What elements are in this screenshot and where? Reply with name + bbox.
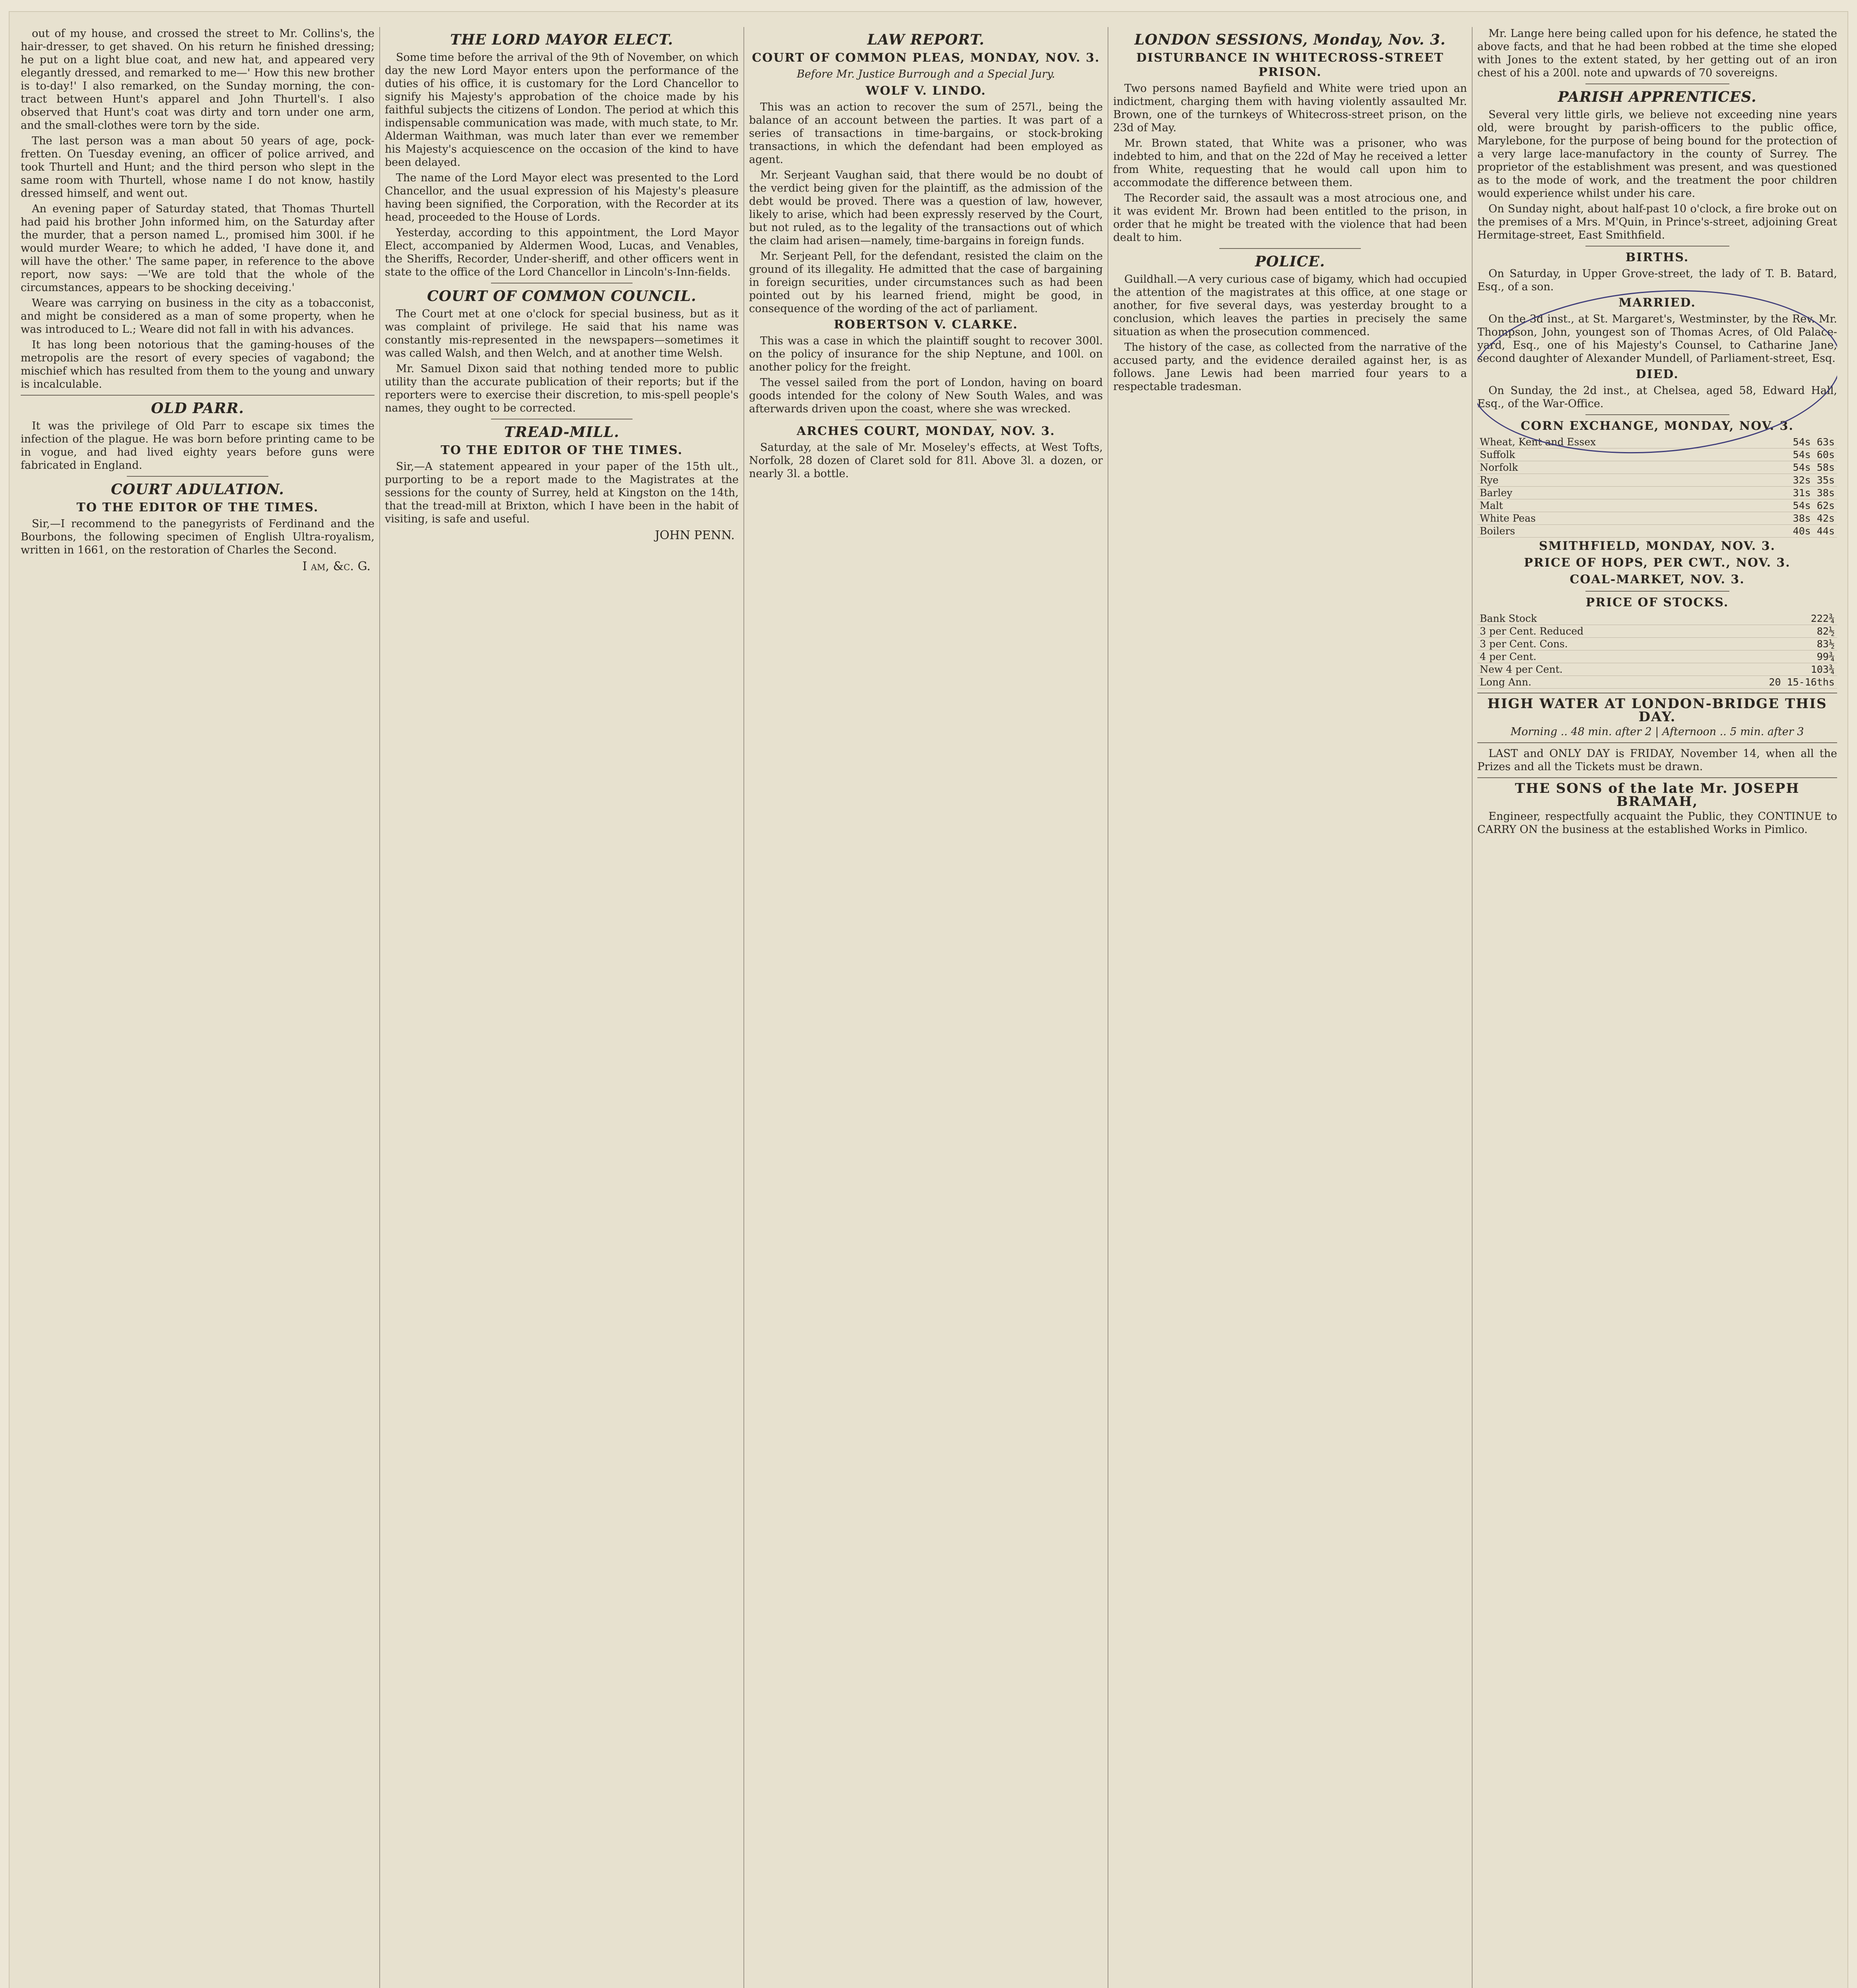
table-cell: 82½ [1695,625,1837,638]
smithfield-heading: SMITHFIELD, MONDAY, NOV. 3. [1539,539,1776,553]
article-paragraph: The vessel sailed from the port of London, having on board goods intended for the colony of New South Wales, and was afterwards driven upon the coast, where she was wrecked. [749,377,1103,415]
died-heading: DIED. [1636,367,1679,381]
section-heading: COURT ADULATION. [111,481,284,498]
column-5 [1477,27,1837,1988]
article-paragraph: Some time before the arrival of the 9th of November, on which day the new Lord Mayor enters upon the performance of the duties of his office, it is customary for the Lord Chancellor to signify his Majesty's approbation of the choice made by his faithful subjects the citizens of London. The period at which this indispensable communication was made, with much state, to Mr. Alderman Waithman, was much later than ever we remember his Majesty's acquiescence on the occasion of the kind to have been delayed. [385,51,739,169]
article-paragraph: Mr. Samuel Dixon said that nothing tended more to public utility than the accurate publication of their reports; but if the reporters were to exercise their discretion, to mis-spell people's names, they ought to be corrected. [385,363,739,414]
table-cell: 222¾ [1695,612,1837,625]
column-1 [21,27,375,1988]
article-paragraph: The last person was a man about 50 years of age, pock-fretten. On Tuesday evening, an officer of police arrived, and took Thurtell and Hunt; and the third person who slept in the same room with Thurtell, whose name I do not know, hastily dressed himself, and went out. [21,135,375,200]
married-notice: On the 3d inst., at St. Margaret's, Westminster, by the Rev. Mr. Thompson, John, youngest son of Thomas Acres, of Old Palace-yard, Esq., one of his Majesty's Counsel, to Catharine Jane, second daughter of Alexander Mundell, of Parliament-street, Esq. [1477,313,1837,365]
table-cell: 103¾ [1695,663,1837,676]
table-cell: New 4 per Cent. [1477,663,1695,676]
corn-exchange-heading: CORN EXCHANGE, MONDAY, NOV. 3. [1521,419,1794,433]
divider [1477,777,1837,778]
table-cell: 40s 44s [1737,525,1837,538]
table-row [1477,487,1837,499]
article-paragraph: This was a case in which the plaintiff sought to recover 300l. on the policy of insurance for the ship Neptune, and 100l. on another policy for the freight. [749,335,1103,373]
table-cell: White Peas [1477,512,1737,525]
letter-heading: TO THE EDITOR OF THE TIMES. [76,501,319,514]
table-cell: Norfolk [1477,461,1737,474]
births-heading: BIRTHS. [1625,250,1689,264]
article-paragraph: Mr. Lange here being called upon for his defence, he stated the above facts, and that he had been robbed at the time she eloped with Jones to the extent stated, by her getting out of an iron chest of his a 200l. note and upwards of 70 sovereigns. [1477,27,1837,79]
divider [855,419,997,420]
table-row [1477,625,1837,638]
article-paragraph: Mr. Brown stated, that White was a prisoner, who was indebted to him, and that on the 22d of May he received a letter from White, requesting that he would call upon him to accommodate the difference between them. [1113,137,1467,189]
column-2 [385,27,739,1988]
article-paragraph: The history of the case, as collected from the narrative of the accused party, and the evidence derailed against her, is as follows. Jane Lewis had been married four years to a respectable tradesman. [1113,341,1467,393]
table-cell: 31s 38s [1737,487,1837,499]
table-cell: 54s 62s [1737,499,1837,512]
case-title: WOLF V. LINDO. [865,84,986,98]
table-row [1477,650,1837,663]
article-paragraph: An evening paper of Saturday stated, that Thomas Thurtell had paid his brother John informed him, on the Saturday after the murder, that a person named L., promised him 300l. if he would murder Weare; to which he added, 'I have done it, and will have the other.' The same paper, in reference to the above report, now says: —'We are told that the whole of the circumstances, appears to be shocking deceiving.' [21,203,375,294]
article-paragraph: It was the privilege of Old Parr to escape six times the infection of the plague. He was born before printing came to be in vogue, and had lived eighty years before guns were fabricated in England. [21,420,375,472]
table-cell: 38s 42s [1737,512,1837,525]
divider [1477,742,1837,743]
tide-heading: HIGH WATER AT LONDON-BRIDGE THIS DAY. [1487,696,1827,725]
stocks-table [1477,612,1837,689]
table-row [1477,676,1837,689]
died-notice: On Sunday, the 2d inst., at Chelsea, aged 58, Edward Hall, Esq., of the War-Office. [1477,384,1837,410]
table-cell: 20 15-16ths [1695,676,1837,689]
coal-heading: COAL-MARKET, NOV. 3. [1570,573,1745,586]
stocks-heading: PRICE OF STOCKS. [1585,596,1729,610]
case-title: ROBERTSON V. CLARKE. [834,318,1018,332]
table-cell: Bank Stock [1477,612,1695,625]
table-row [1477,461,1837,474]
letter-signature: I am, &c. G. [302,559,371,573]
table-cell: 83½ [1695,638,1837,650]
table-cell: Long Ann. [1477,676,1695,689]
table-row [1477,663,1837,676]
table-cell: Suffolk [1477,448,1737,461]
newspaper-page [9,11,1848,1988]
article-paragraph: Saturday, at the sale of Mr. Moseley's effects, at West Tofts, Norfolk, 28 dozen of Claret sold for 81l. Above 3l. a dozen, or nearly 3l. a bottle. [749,441,1103,480]
advert-body: Engineer, respectfully acquaint the Public, they CONTINUE to CARRY ON the business at the established Works in Pimlico. [1477,810,1837,836]
letter-body: Sir,—I recommend to the panegyrists of Ferdinand and the Bourbons, the following specimen of English Ultra-royalism, written in 1661, on the restoration of Charles the Second. [21,518,375,556]
article-paragraph: Yesterday, according to this appointment, the Lord Mayor Elect, accompanied by Aldermen Wood, Lucas, and Venables, the Sheriffs, Recorder, Under-sheriff, and other officers went in state to the office of the Lord Chancellor in Lincoln's-Inn-fields. [385,227,739,278]
table-cell: 99¾ [1695,650,1837,663]
section-heading: OLD PARR. [151,400,244,417]
article-paragraph: Mr. Serjeant Pell, for the defendant, resisted the claim on the ground of its illegality. He admitted that the case of bargaining in foreign securities, under circumstances such as had been pointed out by his learned friend, might be good, in consequence of the wording of the act of parliament. [749,250,1103,315]
article-paragraph: Two persons named Bayfield and White were tried upon an indictment, charging them with having violently assaulted Mr. Brown, one of the turnkeys of Whitecross-street prison, on the 23d of May. [1113,82,1467,134]
column-4 [1113,27,1467,1988]
births-notice: On Saturday, in Upper Grove-street, the lady of T. B. Batard, Esq., of a son. [1477,268,1837,293]
lottery-advert: LAST and ONLY DAY is FRIDAY, November 14, when all the Prizes and all the Tickets must be drawn. [1477,747,1837,773]
divider [21,395,375,396]
hops-heading: PRICE OF HOPS, PER CWT., NOV. 3. [1524,556,1791,570]
court-heading: ARCHES COURT, MONDAY, NOV. 3. [796,424,1056,438]
letter-body: Sir,—A statement appeared in your paper of the 15th ult., purporting to be a report made to the Magistrates at the sessions for the county of Surrey, held at Kingston on the 14th, that the tread-mill at Brixton, which I have been in the habit of visiting, is safe and useful. [385,460,739,525]
table-row [1477,512,1837,525]
article-paragraph: It has long been notorious that the gaming-houses of the metropolis are the resort of every species of vagabond; the mischief which has resulted from them to the young and unwary is incalculable. [21,339,375,390]
table-cell: 54s 58s [1737,461,1837,474]
table-cell: 3 per Cent. Cons. [1477,638,1695,650]
table-cell: 54s 63s [1737,436,1837,448]
section-heading: LONDON SESSIONS, Monday, Nov. 3. [1134,31,1446,48]
advert-title: THE SONS of the late Mr. JOSEPH BRAMAH, [1515,780,1800,810]
article-paragraph: On Sunday night, about half-past 10 o'clock, a fire broke out on the premises of a Mrs. M'Quin, in Prince's-street, adjoining Great Hermitage-street, East Smithfield. [1477,203,1837,241]
article-paragraph: Several very little girls, we believe not exceeding nine years old, were brought by parish-officers to the public office, Marylebone, for the purpose of being bound for the protection of a very large lace-manufactory in the county of Surrey. The proprietor of the establishment was present, and was questioned as to the mode of work, and the treatment the poor children would experience whilst under his care. [1477,109,1837,200]
section-heading: LAW REPORT. [867,31,985,48]
article-paragraph: The Court met at one o'clock for special business, but as it was complaint of privilege. He said that his name was constantly mis-represented in the newspapers—sometimes it was called Walsh, and then Welch, and at another time Welsh. [385,308,739,359]
divider [1585,83,1729,84]
column-rule [379,27,380,1988]
letter-heading: TO THE EDITOR OF THE TIMES. [440,443,683,457]
article-paragraph: Guildhall.—A very curious case of bigamy, which had occupied the attention of the magistrates at this office, at one stage or another, for five several days, was yesterday brought to a conclusion, which leaves the parties in precisely the same situation as when the prosecution commenced. [1113,273,1467,338]
table-row [1477,525,1837,538]
table-cell: Rye [1477,474,1737,487]
letter-signature: JOHN PENN. [655,528,735,542]
table-row [1477,499,1837,512]
section-heading: POLICE. [1255,253,1325,270]
article-subheading: DISTURBANCE IN WHITECROSS-STREET PRISON. [1136,51,1444,79]
column-3 [749,27,1103,1988]
court-dek: Before Mr. Justice Burrough and a Special Jury. [797,68,1055,80]
table-cell: Malt [1477,499,1737,512]
table-cell: Barley [1477,487,1737,499]
divider [1585,591,1729,592]
divider [1219,248,1361,249]
married-heading: MARRIED. [1618,296,1696,310]
table-cell: 3 per Cent. Reduced [1477,625,1695,638]
article-paragraph: The Recorder said, the assault was a most atrocious one, and it was evident Mr. Brown had been entitled to the prison, in order that he might be treated with the violence that had been dealt to him. [1113,192,1467,244]
tide-times: Morning .. 48 min. after 2 | Afternoon .. 5 min. after 3 [1510,726,1804,738]
table-row [1477,474,1837,487]
table-cell: 32s 35s [1737,474,1837,487]
section-heading: TREAD-MILL. [504,424,619,441]
court-heading: COURT OF COMMON PLEAS, MONDAY, NOV. 3. [752,51,1100,65]
column-rule [1472,27,1473,1988]
section-heading: PARISH APPRENTICES. [1558,89,1757,105]
divider [127,476,268,477]
article-paragraph: out of my house, and crossed the street to Mr. Collins's, the hair-dresser, to get shaved. On his return he finished dressing; he put on a light blue coat, and new hat, and appeared very elegantly dressed, and remarked to me—' How this new brother is to-day!' I also remarked, on the Sunday morning, the con-tract between Hunt's apparel and John Thurtell's. I also observed that Hunt's coat was dirty and torn under one arm, and the small-clothes were torn by the side. [21,27,375,132]
table-cell: Wheat, Kent and Essex [1477,436,1737,448]
article-paragraph: This was an action to recover the sum of 257l., being the balance of an account between the parties. It was part of a series of transactions in time-bargains, or stock-broking transactions, in which the defendant had been employed as agent. [749,101,1103,166]
married-notice-block [1477,296,1837,365]
article-paragraph: Mr. Serjeant Vaughan said, that there would be no doubt of the verdict being given for the plaintiff, as the admission of the debt would be proved. There was a question of law, however, likely to arise, which had been expressly reserved by the Court, but not ruled, as to the legality of the transactions out of which the claim had arisen—namely, time-bargains in foreign funds. [749,169,1103,247]
article-paragraph: The name of the Lord Mayor elect was presented to the Lord Chancellor, and the usual expression of his Majesty's pleasure having been signified, the Corporation, with the Recorder at its head, proceeded to the House of Lords. [385,172,739,223]
section-heading: THE LORD MAYOR ELECT. [450,31,673,48]
table-cell: 54s 60s [1737,448,1837,461]
divider [1585,246,1729,247]
column-rule [743,27,744,1988]
section-heading: COURT OF COMMON COUNCIL. [427,288,697,305]
table-cell: Boilers [1477,525,1737,538]
table-row [1477,612,1837,625]
article-paragraph: Weare was carrying on business in the city as a tobacconist, and might be considered as a man of some property, when he was introduced to L.; Weare did not fall in with his advances. [21,297,375,336]
table-row [1477,638,1837,650]
table-cell: 4 per Cent. [1477,650,1695,663]
